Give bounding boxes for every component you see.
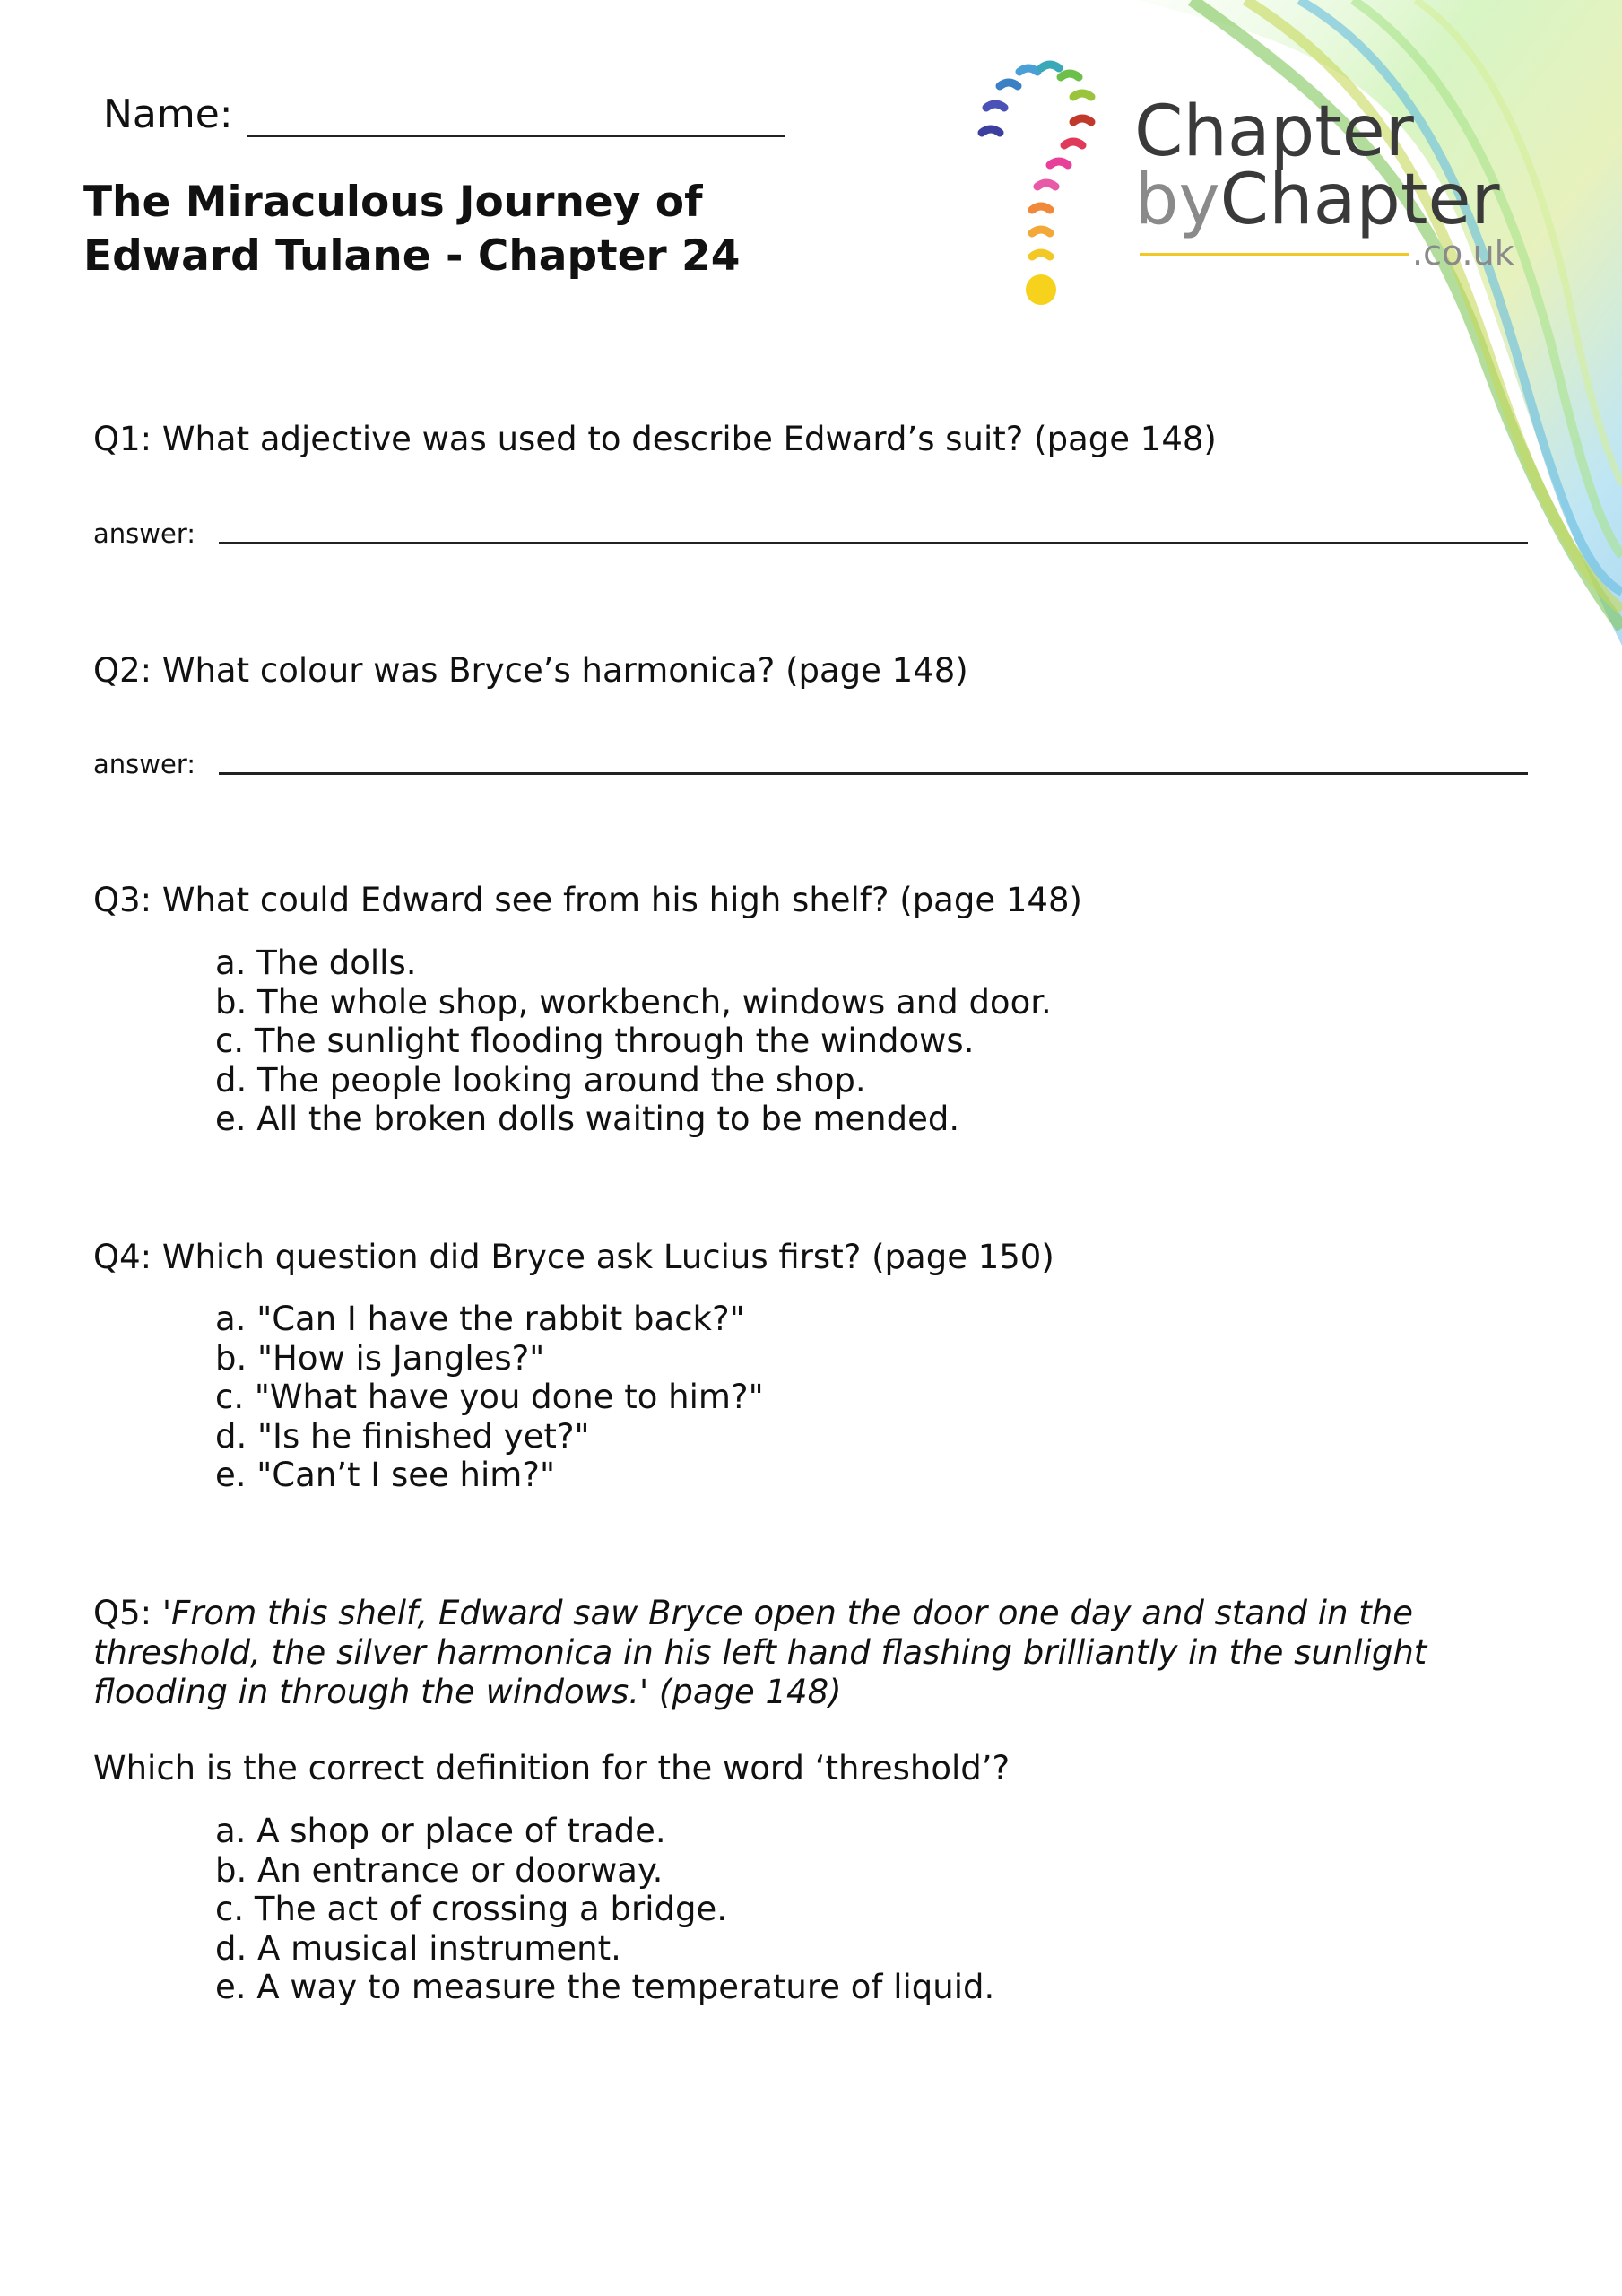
chapter-by-chapter-logo xyxy=(964,52,1538,312)
name-field-row xyxy=(103,91,785,137)
question-2: Q2: What colour was Bryce’s harmonica? (page 148) xyxy=(93,651,968,690)
logo-domain: .co.uk xyxy=(1412,233,1514,273)
question-4-options xyxy=(215,1300,764,1495)
name-label: Name: xyxy=(103,91,233,137)
option-item[interactable]: e. A way to measure the temperature of liquid. xyxy=(215,1968,995,2006)
option-item[interactable]: d. "Is he finished yet?" xyxy=(215,1416,590,1456)
question-5-options xyxy=(215,1812,994,2007)
question-3-options xyxy=(215,944,1052,1139)
option-item[interactable]: c. "What have you done to him?" xyxy=(215,1378,764,1416)
option-item[interactable]: a. "Can I have the rabbit back?" xyxy=(215,1300,745,1338)
question-1: Q1: What adjective was used to describe Edward’s suit? (page 148) xyxy=(93,420,1217,458)
option-item[interactable]: c. The act of crossing a bridge. xyxy=(215,1890,727,1928)
option-item[interactable]: d. The people looking around the shop. xyxy=(215,1060,866,1100)
logo-word-chapter-2: Chapter xyxy=(1219,160,1500,240)
answer-label-1: answer: xyxy=(93,518,196,549)
answer-line-2[interactable] xyxy=(219,772,1528,775)
question-5-quote xyxy=(93,1594,1427,1712)
question-5: Which is the correct definition for the word ‘threshold’? xyxy=(93,1749,1010,1787)
question-4: Q4: Which question did Bryce ask Lucius first? (page 150) xyxy=(93,1238,1054,1276)
option-item[interactable]: a. The dolls. xyxy=(215,944,417,982)
option-item[interactable]: b. The whole shop, workbench, windows and door. xyxy=(215,982,1052,1022)
option-item[interactable]: a. A shop or place of trade. xyxy=(215,1812,666,1850)
quote-line-2: threshold, the silver harmonica in his left hand flashing brilliantly in the sunlight xyxy=(93,1633,1427,1672)
option-item[interactable]: c. The sunlight flooding through the windows. xyxy=(215,1022,975,1060)
option-item[interactable]: e. All the broken dolls waiting to be mended. xyxy=(215,1100,960,1138)
option-item[interactable]: b. An entrance or doorway. xyxy=(215,1850,664,1890)
worksheet-title xyxy=(83,176,740,283)
logo-word-by: by xyxy=(1134,160,1220,240)
title-line-2: Edward Tulane - Chapter 24 xyxy=(83,231,741,281)
option-item[interactable]: b. "How is Jangles?" xyxy=(215,1338,545,1378)
question-mark-books-icon xyxy=(964,52,1125,312)
logo-word-bychapter xyxy=(1134,160,1500,240)
quote-line-1: 'From this shelf, Edward saw Bryce open the door one day and stand in the xyxy=(161,1594,1414,1632)
logo-word-chapter: Chapter xyxy=(1134,91,1414,172)
answer-label-2: answer: xyxy=(93,749,196,779)
quote-line-3: flooding in through the windows.' (page 148) xyxy=(93,1673,842,1711)
answer-line-1[interactable] xyxy=(219,542,1528,544)
question-3: Q3: What could Edward see from his high shelf? (page 148) xyxy=(93,881,1082,919)
option-item[interactable]: d. A musical instrument. xyxy=(215,1928,621,1968)
logo-underline xyxy=(1140,253,1409,256)
title-line-1: The Miraculous Journey of xyxy=(83,178,703,227)
name-input-line[interactable] xyxy=(247,91,785,137)
option-item[interactable]: e. "Can’t I see him?" xyxy=(215,1456,555,1494)
question-5-prefix: Q5: xyxy=(93,1594,162,1632)
